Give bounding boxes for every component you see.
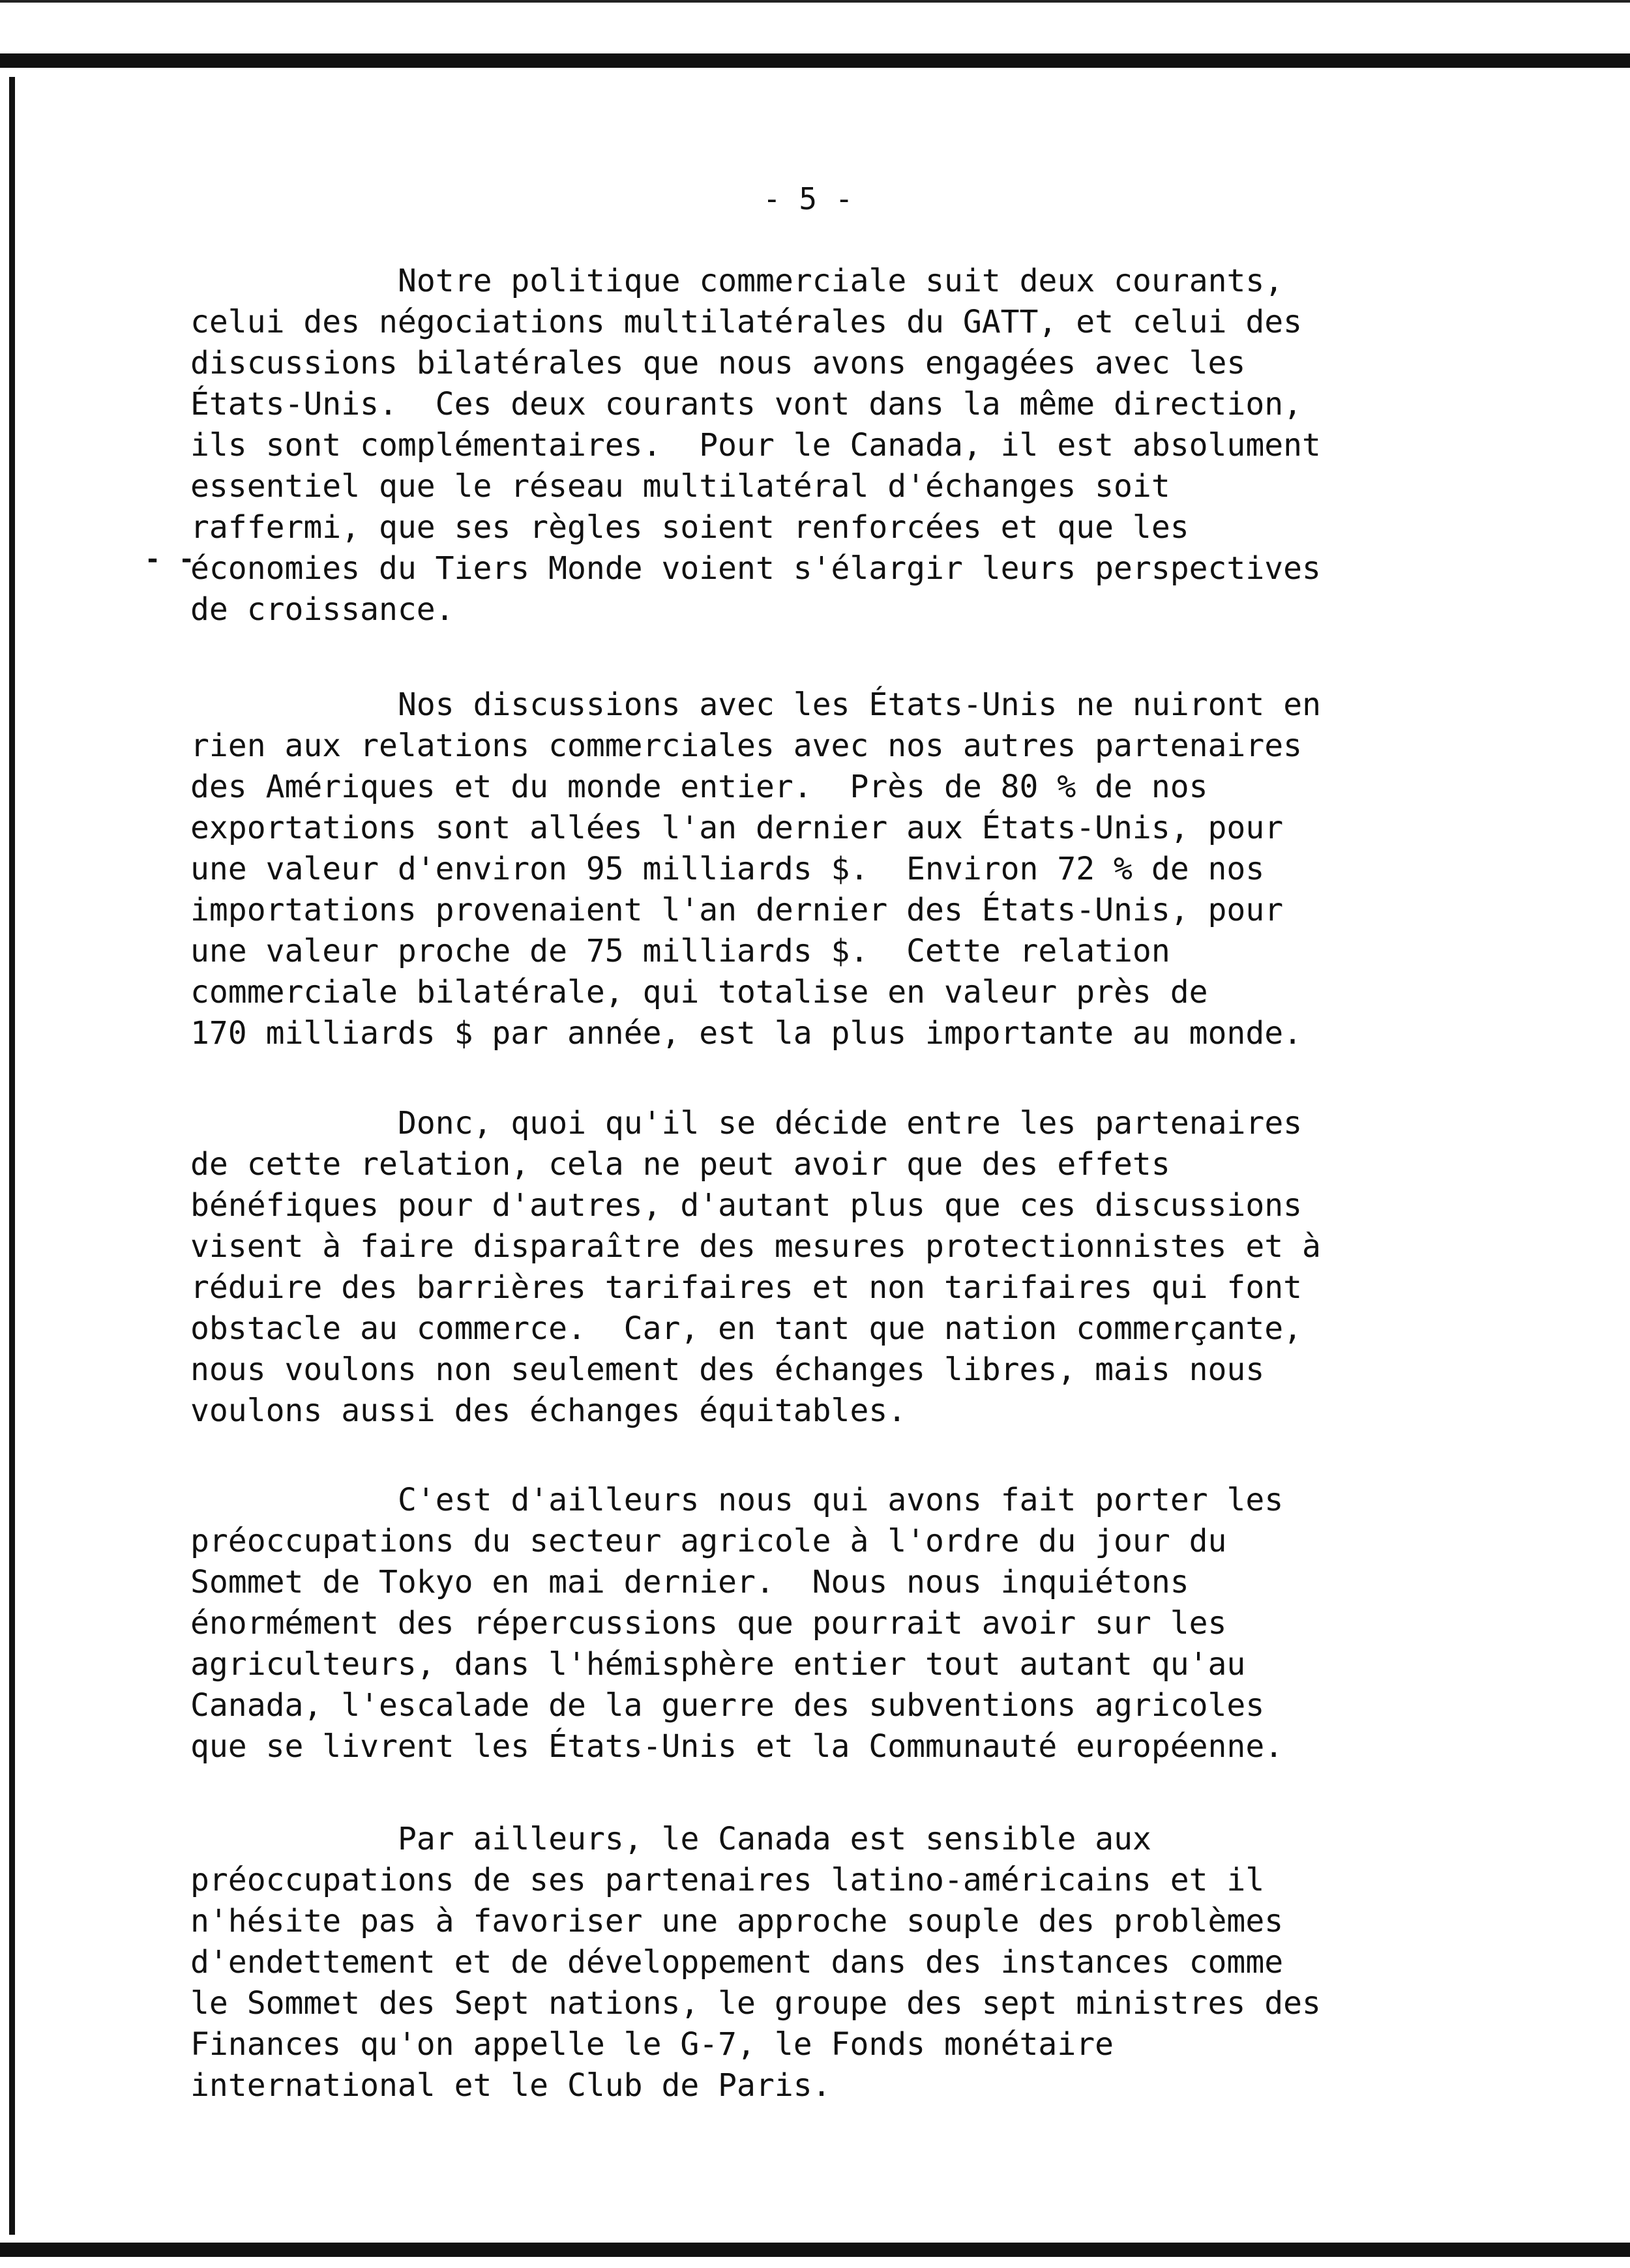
text-line: 170 milliards $ par année, est la plus importante au monde. <box>190 1015 1303 1052</box>
scan-top-rule <box>0 53 1630 68</box>
scan-left-rule <box>9 77 15 2235</box>
text-line: de cette relation, cela ne peut avoir que des effets <box>190 1146 1170 1183</box>
text-line: le Sommet des Sept nations, le groupe des sept ministres des <box>190 1985 1321 2022</box>
text-line: Sommet de Tokyo en mai dernier. Nous nous inquiétons <box>190 1564 1189 1600</box>
text-line: Nos discussions avec les États-Unis ne nuiront en <box>398 686 1322 723</box>
margin-mark: - - <box>145 544 196 574</box>
text-line: préoccupations de ses partenaires latino-américains et il <box>190 1862 1265 1898</box>
paragraph-beneficial-effects <box>190 1103 1442 1432</box>
text-line: ils sont complémentaires. Pour le Canada, il est absolument <box>190 427 1321 464</box>
text-line: d'endettement et de développement dans des instances comme <box>190 1944 1284 1981</box>
text-line: C'est d'ailleurs nous qui avons fait porter les <box>398 1482 1284 1518</box>
text-line: énormément des répercussions que pourrait avoir sur les <box>190 1605 1227 1642</box>
text-line: Canada, l'escalade de la guerre des subventions agricoles <box>190 1687 1265 1724</box>
text-line: obstacle au commerce. Car, en tant que nation commerçante, <box>190 1310 1303 1347</box>
paragraph-us-discussions <box>190 685 1442 1054</box>
text-line: commerciale bilatérale, qui totalise en valeur près de <box>190 974 1208 1010</box>
text-line: essentiel que le réseau multilatéral d'échanges soit <box>190 468 1170 505</box>
text-line: que se livrent les États-Unis et la Communauté européenne. <box>190 1728 1284 1765</box>
paragraph-agriculture <box>190 1480 1442 1767</box>
text-line: voulons aussi des échanges équitables. <box>190 1392 907 1429</box>
text-line: international et le Club de Paris. <box>190 2067 831 2104</box>
paragraph-latin-america <box>190 1819 1442 2106</box>
text-line: n'hésite pas à favoriser une approche souple des problèmes <box>190 1903 1284 1939</box>
text-line: discussions bilatérales que nous avons engagées avec les <box>190 345 1246 381</box>
text-line: une valeur d'environ 95 milliards $. Environ 72 % de nos <box>190 851 1265 887</box>
text-line: visent à faire disparaître des mesures protectionnistes et à <box>190 1228 1321 1265</box>
text-line: exportations sont allées l'an dernier aux États-Unis, pour <box>190 810 1284 846</box>
text-line: des Amériques et du monde entier. Près de 80 % de nos <box>190 769 1208 805</box>
text-line: Notre politique commerciale suit deux courants, <box>398 263 1284 299</box>
text-line: importations provenaient l'an dernier des États-Unis, pour <box>190 892 1284 928</box>
text-line: raffermi, que ses règles soient renforcées et que les <box>190 509 1189 546</box>
scan-top-edge <box>0 0 1630 3</box>
text-line: préoccupations du secteur agricole à l'ordre du jour du <box>190 1523 1227 1559</box>
text-line: rien aux relations commerciales avec nos autres partenaires <box>190 728 1303 764</box>
text-line: agriculteurs, dans l'hémisphère entier tout autant qu'au <box>190 1646 1246 1683</box>
text-line: nous voulons non seulement des échanges libres, mais nous <box>190 1351 1265 1388</box>
text-line: Par ailleurs, le Canada est sensible aux <box>398 1821 1151 1857</box>
text-line: celui des négociations multilatérales du GATT, et celui des <box>190 304 1303 340</box>
text-line: Finances qu'on appelle le G-7, le Fonds monétaire <box>190 2026 1114 2063</box>
text-line: une valeur proche de 75 milliards $. Cette relation <box>190 933 1170 969</box>
scan-bottom-rule <box>0 2243 1630 2257</box>
text-line: États-Unis. Ces deux courants vont dans la même direction, <box>190 386 1303 422</box>
text-line: Donc, quoi qu'il se décide entre les partenaires <box>398 1105 1303 1141</box>
text-line: économies du Tiers Monde voient s'élargir leurs perspectives <box>190 550 1321 587</box>
text-line: bénéfiques pour d'autres, d'autant plus que ces discussions <box>190 1187 1303 1224</box>
paragraph-trade-policy <box>190 261 1442 630</box>
text-line: de croissance. <box>190 591 454 628</box>
page-number: - 5 - <box>763 181 853 216</box>
text-line: réduire des barrières tarifaires et non tarifaires qui font <box>190 1269 1303 1306</box>
